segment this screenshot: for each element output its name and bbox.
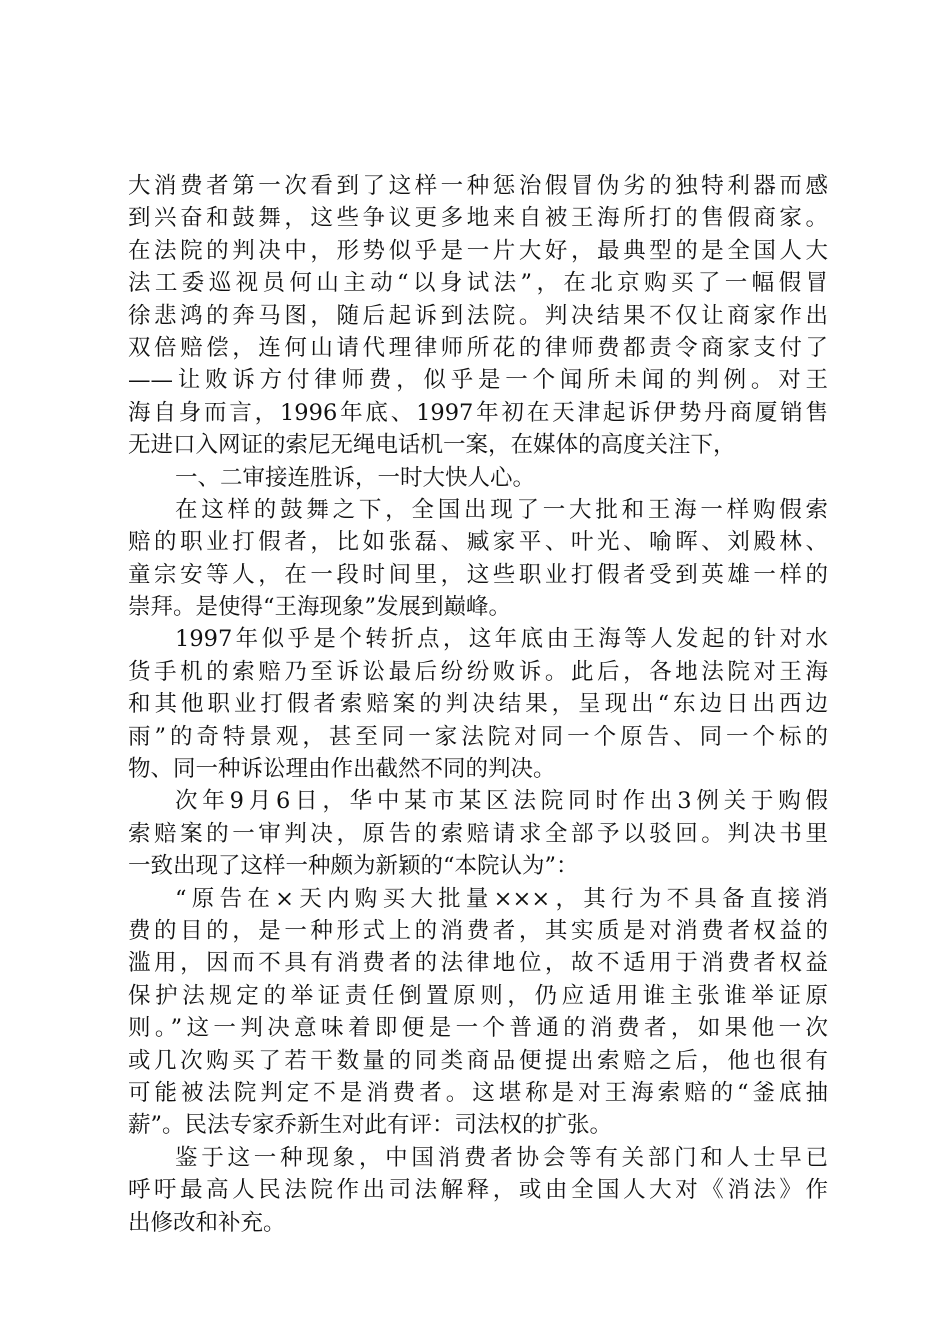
text-line: 在法院的判决中，形势似乎是一片大好，最典型的是全国人大	[128, 237, 828, 264]
text-line: 则。”这一判决意味着即便是一个普通的消费者，如果他一次	[128, 1015, 828, 1042]
text-line: 保护法规定的举证责任倒置原则，仍应适用谁主张谁举证原	[128, 982, 828, 1009]
text-line: 次年9月6日，华中某市某区法院同时作出3例关于购假	[175, 788, 828, 815]
text-line: 赔的职业打假者，比如张磊、臧家平、叶光、喻晖、刘殿林、	[128, 529, 828, 556]
text-line: 双倍赔偿，连何山请代理律师所花的律师费都责令商家支付了	[128, 334, 828, 361]
text-line: 一、二审接连胜诉，一时大快人心。	[175, 464, 536, 491]
text-line: 大消费者第一次看到了这样一种惩治假冒伪劣的独特利器而感	[128, 173, 828, 199]
text-line: 货手机的索赔乃至诉讼最后纷纷败诉。此后，各地法院对王海	[128, 658, 828, 685]
text-line: “原告在×天内购买大批量×××，其行为不具备直接消	[175, 885, 828, 912]
text-line: 薪”。民法专家乔新生对此有评：司法权的扩张。	[128, 1112, 613, 1139]
text-line: 费的目的，是一种形式上的消费者，其实质是对消费者权益的	[128, 917, 828, 944]
text-line: 1997年似乎是个转折点，这年底由王海等人发起的针对水	[175, 626, 828, 653]
text-line: 鉴于这一种现象，中国消费者协会等有关部门和人士早已	[175, 1144, 828, 1171]
body-text	[128, 170, 828, 1239]
text-line: 到兴奋和鼓舞，这些争议更多地来自被王海所打的售假商家。	[128, 205, 828, 232]
text-line: 徐悲鸿的奔马图，随后起诉到法院。判决结果不仅让商家作出	[128, 302, 828, 329]
text-line: 崇拜。是使得“王海现象”发展到巅峰。	[128, 594, 512, 621]
text-line: 索赔案的一审判决，原告的索赔请求全部予以驳回。判决书里	[128, 820, 828, 847]
text-line: 滥用，因而不具有消费者的法律地位，故不适用于消费者权益	[128, 950, 828, 977]
text-line: 出修改和补充。	[128, 1209, 286, 1236]
text-line: 无进口入网证的索尼无绳电话机一案，在媒体的高度关注下，	[128, 432, 736, 459]
text-line: 一致出现了这样一种颇为新颖的“本院认为”：	[128, 853, 579, 880]
text-line: 海自身而言，1996年底、1997年初在天津起诉伊势丹商厦销售	[128, 399, 828, 426]
text-line: ——让败诉方付律师费，似乎是一个闻所未闻的判例。对王	[128, 367, 828, 394]
text-line: 物、同一种诉讼理由作出截然不同的判决。	[128, 756, 556, 783]
text-line: 雨”的奇特景观，甚至同一家法院对同一个原告、同一个标的	[128, 723, 828, 750]
document-page	[128, 170, 828, 1239]
text-line: 呼吁最高人民法院作出司法解释，或由全国人大对《消法》作	[128, 1177, 828, 1204]
text-line: 可能被法院判定不是消费者。这堪称是对王海索赔的“釜底抽	[128, 1079, 828, 1106]
text-line: 和其他职业打假者索赔案的判决结果，呈现出“东边日出西边	[128, 691, 828, 718]
text-line: 童宗安等人，在一段时间里，这些职业打假者受到英雄一样的	[128, 561, 828, 588]
text-line: 在这样的鼓舞之下，全国出现了一大批和王海一样购假索	[175, 496, 828, 523]
text-line: 或几次购买了若干数量的同类商品便提出索赔之后，他也很有	[128, 1047, 828, 1074]
text-line: 法工委巡视员何山主动“以身试法”，在北京购买了一幅假冒	[128, 270, 828, 297]
